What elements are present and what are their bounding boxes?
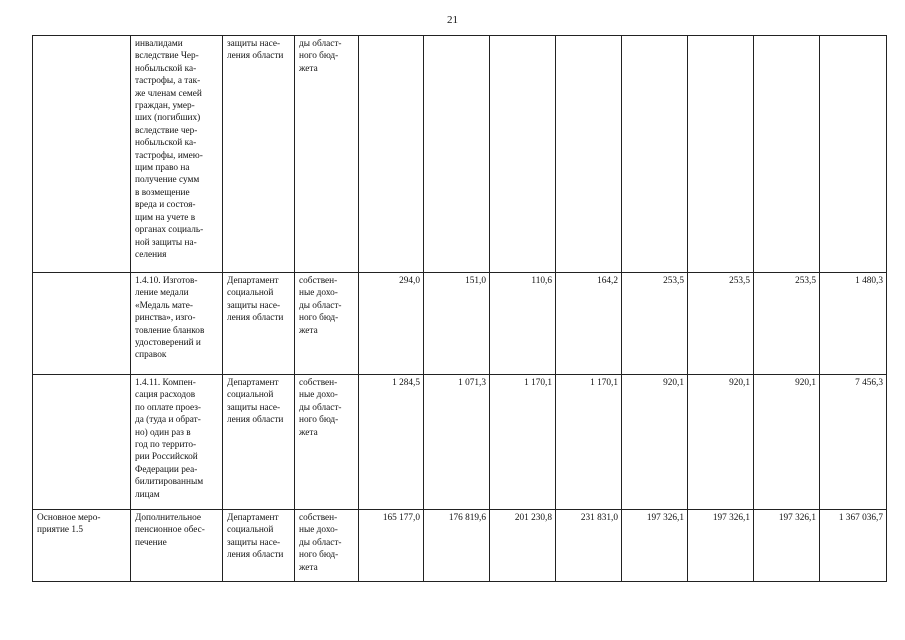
value-cell <box>490 36 556 273</box>
total-cell: 7 456,3 <box>820 375 887 510</box>
value-cell: 110,6 <box>490 273 556 375</box>
value-cell: 1 071,3 <box>424 375 490 510</box>
total-cell: 1 480,3 <box>820 273 887 375</box>
executor-cell: Департамент социальной защиты насе- ления области <box>223 375 295 510</box>
responsible-cell <box>33 273 131 375</box>
value-cell <box>424 36 490 273</box>
funding-source-cell: ды област- ного бюд- жета <box>295 36 359 273</box>
value-cell <box>622 36 688 273</box>
table-row <box>33 510 887 582</box>
total-cell: 1 367 036,7 <box>820 510 887 582</box>
value-cell: 1 170,1 <box>556 375 622 510</box>
executor-cell: Департамент социальной защиты насе- ления области <box>223 273 295 375</box>
funding-source-cell: собствен- ные дохо- ды област- ного бюд- жета <box>295 375 359 510</box>
value-cell: 1 284,5 <box>359 375 424 510</box>
value-cell: 253,5 <box>622 273 688 375</box>
value-cell <box>754 36 820 273</box>
measure-name-cell: 1.4.11. Компен- сация расходов по оплате проез- да (туда и обрат- но) один раз в год по террито- рии Российской Федерации реа- билитированным лицам <box>131 375 223 510</box>
table-row <box>33 36 887 273</box>
budget-table <box>32 35 887 582</box>
page-number: 21 <box>447 14 458 26</box>
value-cell <box>688 36 754 273</box>
table-row <box>33 375 887 510</box>
value-cell: 253,5 <box>688 273 754 375</box>
value-cell: 197 326,1 <box>754 510 820 582</box>
value-cell: 197 326,1 <box>622 510 688 582</box>
measure-name-cell: инвалидами вследствие Чер- нобыльской ка- тастрофы, а так- же членам семей граждан, умер- ших (погибших) вследствие чер- нобыльской ка- тастрофы, имею- щим право на получение сумм в возмещение вреда и состоя- щим на учете в органах социаль- ной защиты на- селения <box>131 36 223 273</box>
table-row <box>33 273 887 375</box>
value-cell: 920,1 <box>688 375 754 510</box>
value-cell: 164,2 <box>556 273 622 375</box>
measure-name-cell: Дополнительное пенсионное обес- печение <box>131 510 223 582</box>
value-cell: 253,5 <box>754 273 820 375</box>
value-cell <box>556 36 622 273</box>
value-cell: 201 230,8 <box>490 510 556 582</box>
value-cell <box>359 36 424 273</box>
value-cell: 165 177,0 <box>359 510 424 582</box>
measure-name-cell: 1.4.10. Изготов- ление медали «Медаль мате- ринства», изго- товление бланков удостоверений и справок <box>131 273 223 375</box>
responsible-cell <box>33 36 131 273</box>
responsible-cell <box>33 375 131 510</box>
value-cell: 920,1 <box>754 375 820 510</box>
total-cell <box>820 36 887 273</box>
responsible-cell: Основное меро- приятие 1.5 <box>33 510 131 582</box>
value-cell: 294,0 <box>359 273 424 375</box>
value-cell: 176 819,6 <box>424 510 490 582</box>
value-cell: 920,1 <box>622 375 688 510</box>
value-cell: 197 326,1 <box>688 510 754 582</box>
value-cell: 151,0 <box>424 273 490 375</box>
funding-source-cell: собствен- ные дохо- ды област- ного бюд- жета <box>295 510 359 582</box>
funding-source-cell: собствен- ные дохо- ды област- ного бюд- жета <box>295 273 359 375</box>
executor-cell: защиты насе- ления области <box>223 36 295 273</box>
value-cell: 231 831,0 <box>556 510 622 582</box>
executor-cell: Департамент социальной защиты насе- ления области <box>223 510 295 582</box>
value-cell: 1 170,1 <box>490 375 556 510</box>
